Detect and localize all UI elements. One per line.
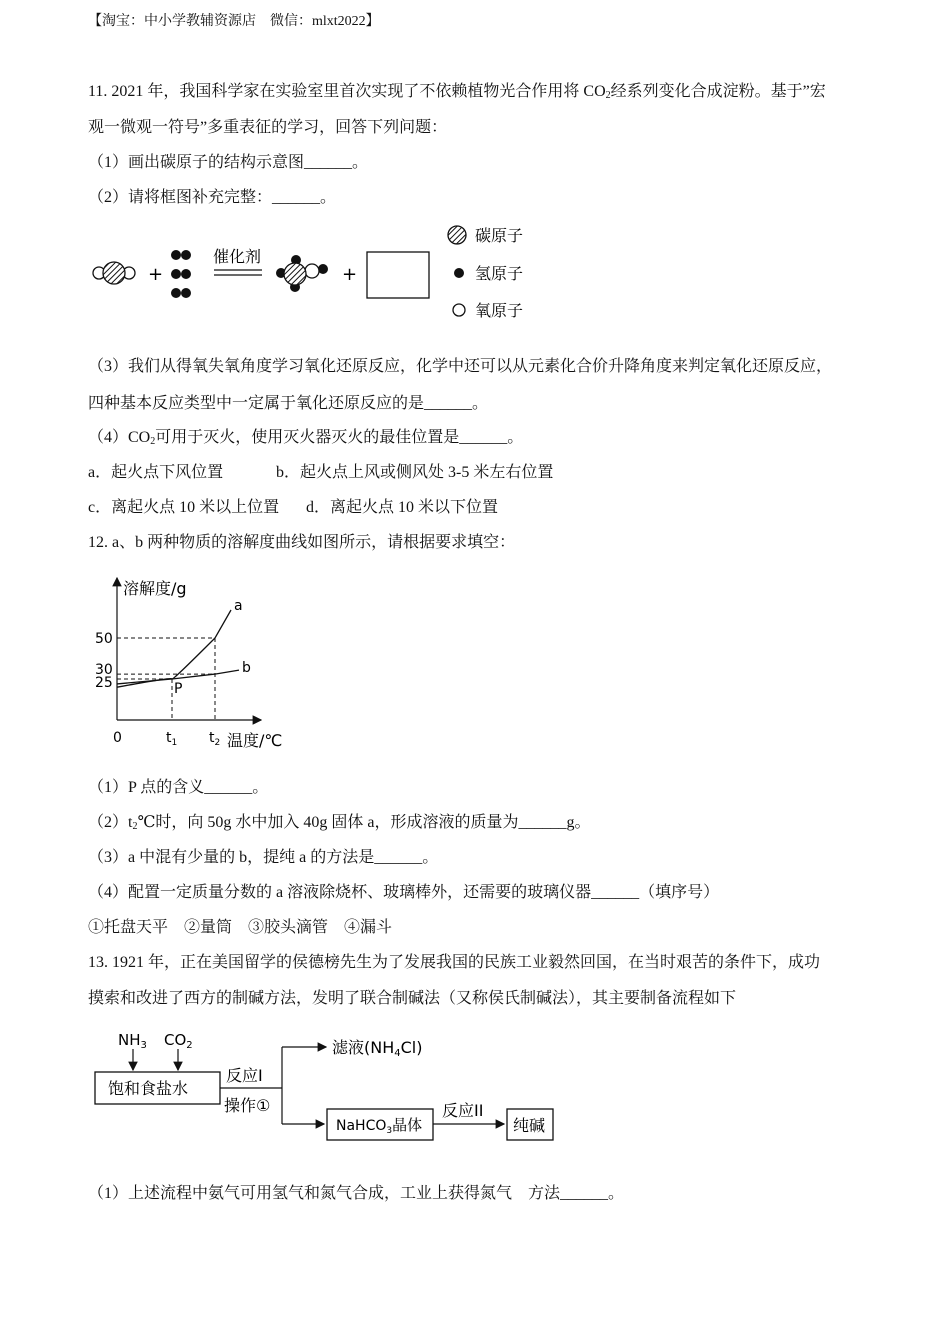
q11-intro-line2: 观一微观一符号”多重表征的学习，回答下列问题： (88, 119, 448, 136)
y-tick-label: 50 (95, 631, 113, 647)
q13-intro-line2: 摸索和改进了西方的制碱方法，发明了联合制碱法（又称侯氏制碱法），其主要制备流程如下 (88, 990, 737, 1007)
filtrate-label: 滤液(NH4Cl) (332, 1038, 423, 1059)
ammonia-label: $NH_3$ (118, 1031, 147, 1051)
q11-part1: （1）画出碳原子的结构示意图______。 (88, 154, 369, 171)
co2-label: $CO_2$ (164, 1031, 193, 1051)
legend-carbon: 碳原子 (475, 226, 524, 245)
carbon-atom-icon (448, 226, 466, 244)
q11-part4: $(4)CO_2$可用于灭火，使用灭火器灭火的最佳位置是______。 (88, 429, 524, 447)
q11-option-d: d．离起火点 10 米以下位置 (306, 499, 499, 516)
q12-part3: （3）a 中混有少量的 b，提纯 a 的方法是______。 (88, 849, 439, 866)
reaction1-label: 反应I (226, 1066, 263, 1085)
y-tick-label: 30 (95, 661, 113, 678)
curve-a (117, 610, 231, 687)
x-tick-label: $t_1$ (166, 730, 178, 748)
q12-part4: （4）配置一定质量分数的 a 溶液除烧杯、玻璃棒外，还需要的玻璃仪器______（填序号） (88, 884, 720, 901)
crystal-label: NaHCO$_3$晶体 (336, 1116, 423, 1136)
production-flowchart (90, 1025, 570, 1150)
plus-sign-1: + (148, 264, 164, 285)
q12-intro: 12. a、b 两种物质的溶解度曲线如图所示，请根据要求填空： (88, 534, 516, 551)
hydrogen-atom-icon (454, 268, 464, 278)
q11-option-b: b．起火点上风或侧风处 3-5 米左右位置 (276, 464, 554, 481)
page-header: 【淘宝：中小学教辅资源店 微信：mlxt2022】 (88, 14, 380, 29)
intersection-point-label: P (174, 681, 183, 697)
plus-sign-2: + (342, 264, 358, 285)
q12-part2: $(2)t_2℃$时，向 50g 水中加入 40g 固体 a，形成溶液的质量为______g。 (88, 814, 591, 832)
legend-oxygen: 氧原子 (475, 301, 524, 320)
series-label-b: b (242, 660, 251, 677)
methanol-molecule (276, 255, 328, 292)
y-tick-label: 25 (95, 675, 113, 691)
operation1-label: 操作① (224, 1096, 271, 1115)
brine-label: 饱和食盐水 (108, 1079, 189, 1098)
series-label-a: a (234, 598, 243, 614)
reaction2-label: 反应II (442, 1101, 484, 1120)
q11-part3-line2: 四种基本反应类型中一定属于氧化还原反应的是______。 (88, 395, 489, 412)
q11-intro-line1: 11. 2021 年，我国科学家在实验室里首次实现了不依赖植物光合作用将 $CO_2$经系列变化合成淀粉。基于”宏 (88, 83, 826, 101)
q13-intro-line1: 13. 1921 年，正在美国留学的侯德榜先生为了发展我国的民族工业毅然回国，在当时艰苦的条件下，成功 (88, 954, 821, 971)
q13-part1: （1）上述流程中氨气可用氢气和氮气合成，工业上获得氮气 方法______。 (88, 1185, 625, 1202)
co2-molecule (93, 262, 135, 284)
q11-part2: （2）请将框图补充完整：______。 (88, 189, 337, 206)
product-label: 纯碱 (513, 1116, 546, 1135)
q12-options: ①托盘天平 ②量筒 ③胶头滴管 ④漏斗 (88, 919, 393, 936)
q11-option-a: a．起火点下风位置 (88, 464, 224, 481)
q12-part1: （1）P 点的含义______。 (88, 779, 269, 796)
y-axis-label: 溶解度/g (123, 579, 187, 598)
catalyst-label: 催化剂 (213, 247, 262, 266)
reaction-diagram (80, 218, 550, 330)
h2-molecules (171, 250, 191, 298)
origin-label: 0 (113, 730, 122, 746)
q11-option-c: c．离起火点 10 米以上位置 (88, 499, 280, 516)
solubility-chart (95, 570, 295, 755)
oxygen-atom-icon (453, 304, 465, 316)
x-axis-label: 温度/℃ (227, 731, 283, 750)
x-tick-label: $t_2$ (209, 730, 221, 748)
q11-part3-line1: （3）我们从得氧失氧角度学习氧化还原反应，化学中还可以从元素化合价升降角度来判定氧化还原反应， (88, 358, 833, 375)
legend-hydrogen: 氢原子 (475, 264, 524, 283)
answer-box (367, 252, 429, 298)
